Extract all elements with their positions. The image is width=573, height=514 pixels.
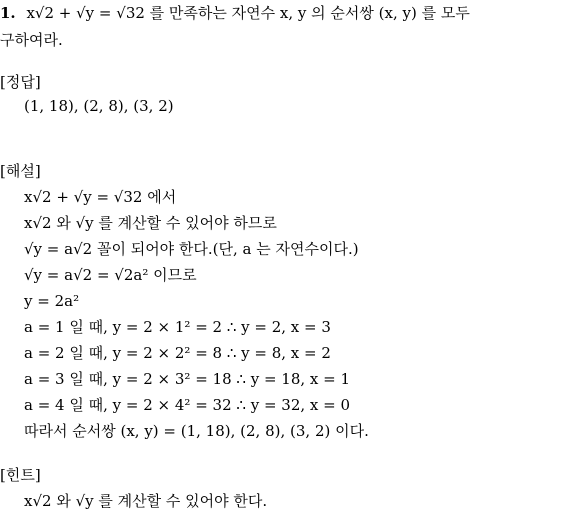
explanation-label: [해설] <box>0 162 41 180</box>
answer-text: (1, 18), (2, 8), (3, 2) <box>24 97 174 115</box>
problem-statement-line-1 <box>0 4 470 22</box>
explanation-line: x√2 와 √y 를 계산할 수 있어야 하므로 <box>24 214 277 232</box>
hint-text: x√2 와 √y 를 계산할 수 있어야 한다. <box>24 492 268 510</box>
problem-text-1: x√2 + √y = √32 를 만족하는 자연수 x, y 의 순서쌍 (x, y) 를 모두 <box>26 4 470 22</box>
problem-number: 1. <box>0 4 16 22</box>
explanation-line: a = 1 일 때, y = 2 × 1² = 2 ∴ y = 2, x = 3 <box>24 318 331 336</box>
problem-statement-line-2: 구하여라. <box>0 31 63 49</box>
explanation-line: a = 4 일 때, y = 2 × 4² = 32 ∴ y = 32, x = 0 <box>24 396 351 414</box>
explanation-line: a = 3 일 때, y = 2 × 3² = 18 ∴ y = 18, x = 1 <box>24 370 351 388</box>
explanation-line: x√2 + √y = √32 에서 <box>24 188 177 206</box>
hint-label: [힌트] <box>0 466 41 484</box>
explanation-line: √y = a√2 = √2a² 이므로 <box>24 266 197 284</box>
answer-label: [정답] <box>0 73 41 91</box>
explanation-line: √y = a√2 꼴이 되어야 한다.(단, a 는 자연수이다.) <box>24 240 359 258</box>
explanation-line: y = 2a² <box>24 292 80 310</box>
explanation-line: a = 2 일 때, y = 2 × 2² = 8 ∴ y = 8, x = 2 <box>24 344 331 362</box>
explanation-line: 따라서 순서쌍 (x, y) = (1, 18), (2, 8), (3, 2) 이다. <box>24 422 369 440</box>
